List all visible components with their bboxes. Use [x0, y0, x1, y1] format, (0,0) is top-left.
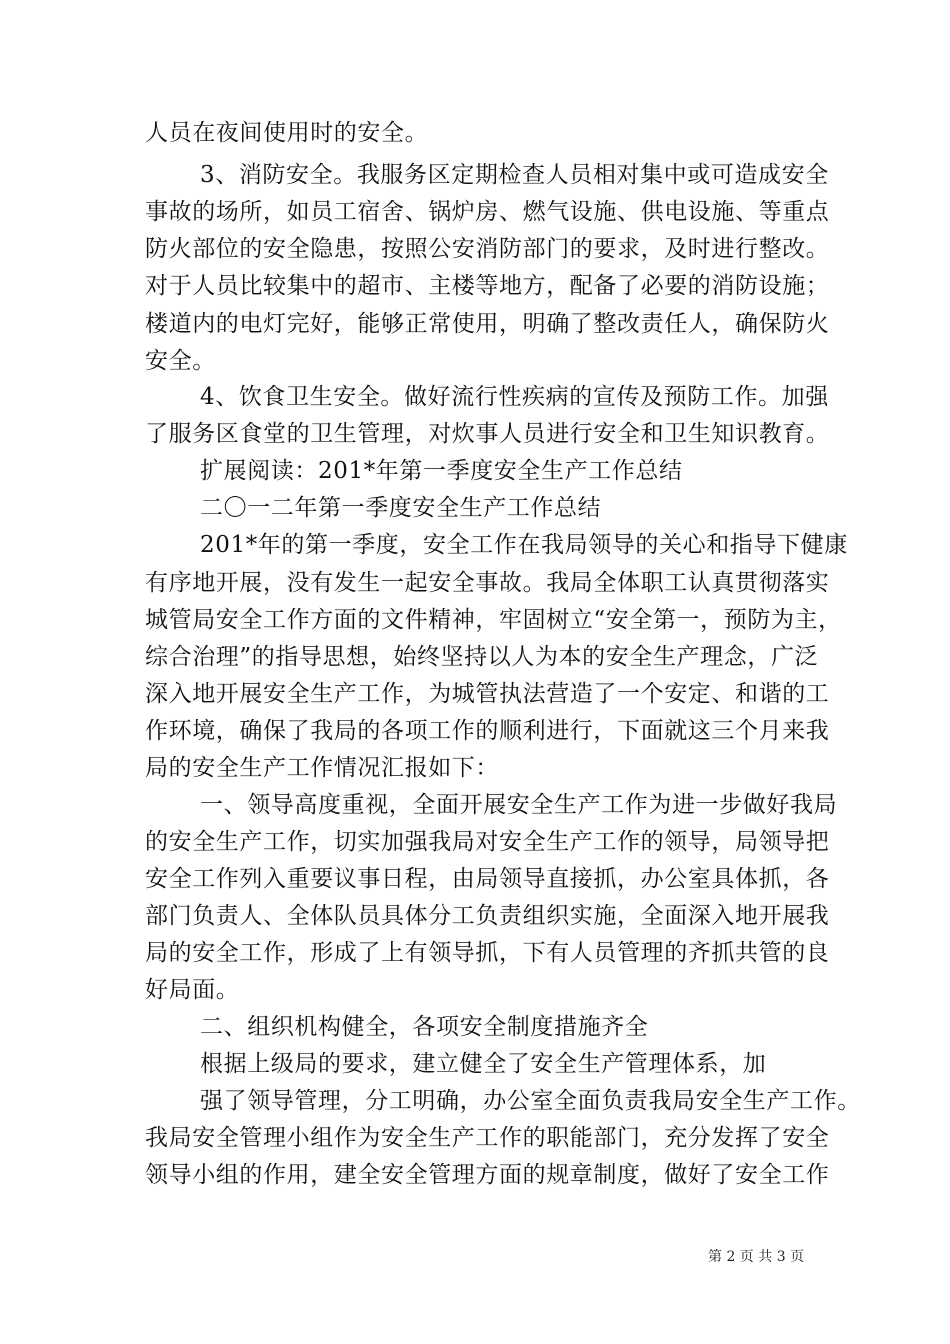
text-line: 二〇一二年第一季度安全生产工作总结 [200, 495, 602, 521]
text-line: 事故的场所，如员工宿舍、锅炉房、燃气设施、供电设施、等重点 [145, 199, 830, 225]
text-line: 人员在夜间使用时的安全。 [145, 120, 429, 146]
page-number: 第 2 页 共 3 页 [708, 1249, 805, 1265]
text-line: 部门负责人、全体队员具体分工负责组织实施，全面深入地开展我 [145, 903, 830, 929]
text-line: 对于人员比较集中的超市、主楼等地方，配备了必要的消防设施； [145, 273, 830, 299]
text-line: 作环境，确保了我局的各项工作的顺利进行，下面就这三个月来我 [145, 718, 830, 744]
text-line: 深入地开展安全生产工作，为城管执法营造了一个安定、和谐的工 [145, 681, 830, 707]
text-line: 楼道内的电灯完好，能够正常使用，明确了整改责任人，确保防火 [145, 311, 830, 337]
text-line: 领导小组的作用，建全安全管理方面的规章制度，做好了安全工作 [145, 1162, 830, 1188]
text-line: 二、组织机构健全，各项安全制度措施齐全 [200, 1014, 649, 1040]
text-line: 好局面。 [145, 977, 240, 1003]
text-line: 综合治理”的指导思想，始终坚持以人为本的安全生产理念，广泛 [145, 644, 819, 670]
text-line: 我局安全管理小组作为安全生产工作的职能部门，充分发挥了安全 [145, 1125, 830, 1151]
text-line: 的安全生产工作，切实加强我局对安全生产工作的领导，局领导把 [145, 829, 830, 855]
text-line: 扩展阅读：201*年第一季度安全生产工作总结 [200, 458, 683, 484]
text-line: 201*年的第一季度，安全工作在我局领导的关心和指导下健康 [200, 532, 848, 558]
text-line: 防火部位的安全隐患，按照公安消防部门的要求，及时进行整改。 [145, 236, 830, 262]
text-line: 安全。 [145, 348, 216, 374]
text-line: 城管局安全工作方面的文件精神，牢固树立“安全第一，预防为主， [145, 607, 842, 633]
text-line: 局的安全工作，形成了上有领导抓，下有人员管理的齐抓共管的良 [145, 940, 830, 966]
text-line: 了服务区食堂的卫生管理，对炊事人员进行安全和卫生知识教育。 [145, 421, 830, 447]
text-line: 4、饮食卫生安全。做好流行性疾病的宣传及预防工作。加强 [200, 384, 829, 410]
text-line: 安全工作列入重要议事日程，由局领导直接抓，办公室具体抓，各 [145, 866, 830, 892]
text-line: 有序地开展，没有发生一起安全事故。我局全体职工认真贯彻落实 [145, 570, 830, 596]
text-line: 3、消防安全。我服务区定期检查人员相对集中或可造成安全 [200, 162, 829, 188]
text-line: 强了领导管理，分工明确，办公室全面负责我局安全生产工作。 [200, 1088, 861, 1114]
text-line: 一、领导高度重视，全面开展安全生产工作为进一步做好我局 [200, 792, 838, 818]
text-line: 局的安全生产工作情况汇报如下： [145, 755, 499, 781]
text-line: 根据上级局的要求，建立健全了安全生产管理体系，加 [200, 1051, 767, 1077]
